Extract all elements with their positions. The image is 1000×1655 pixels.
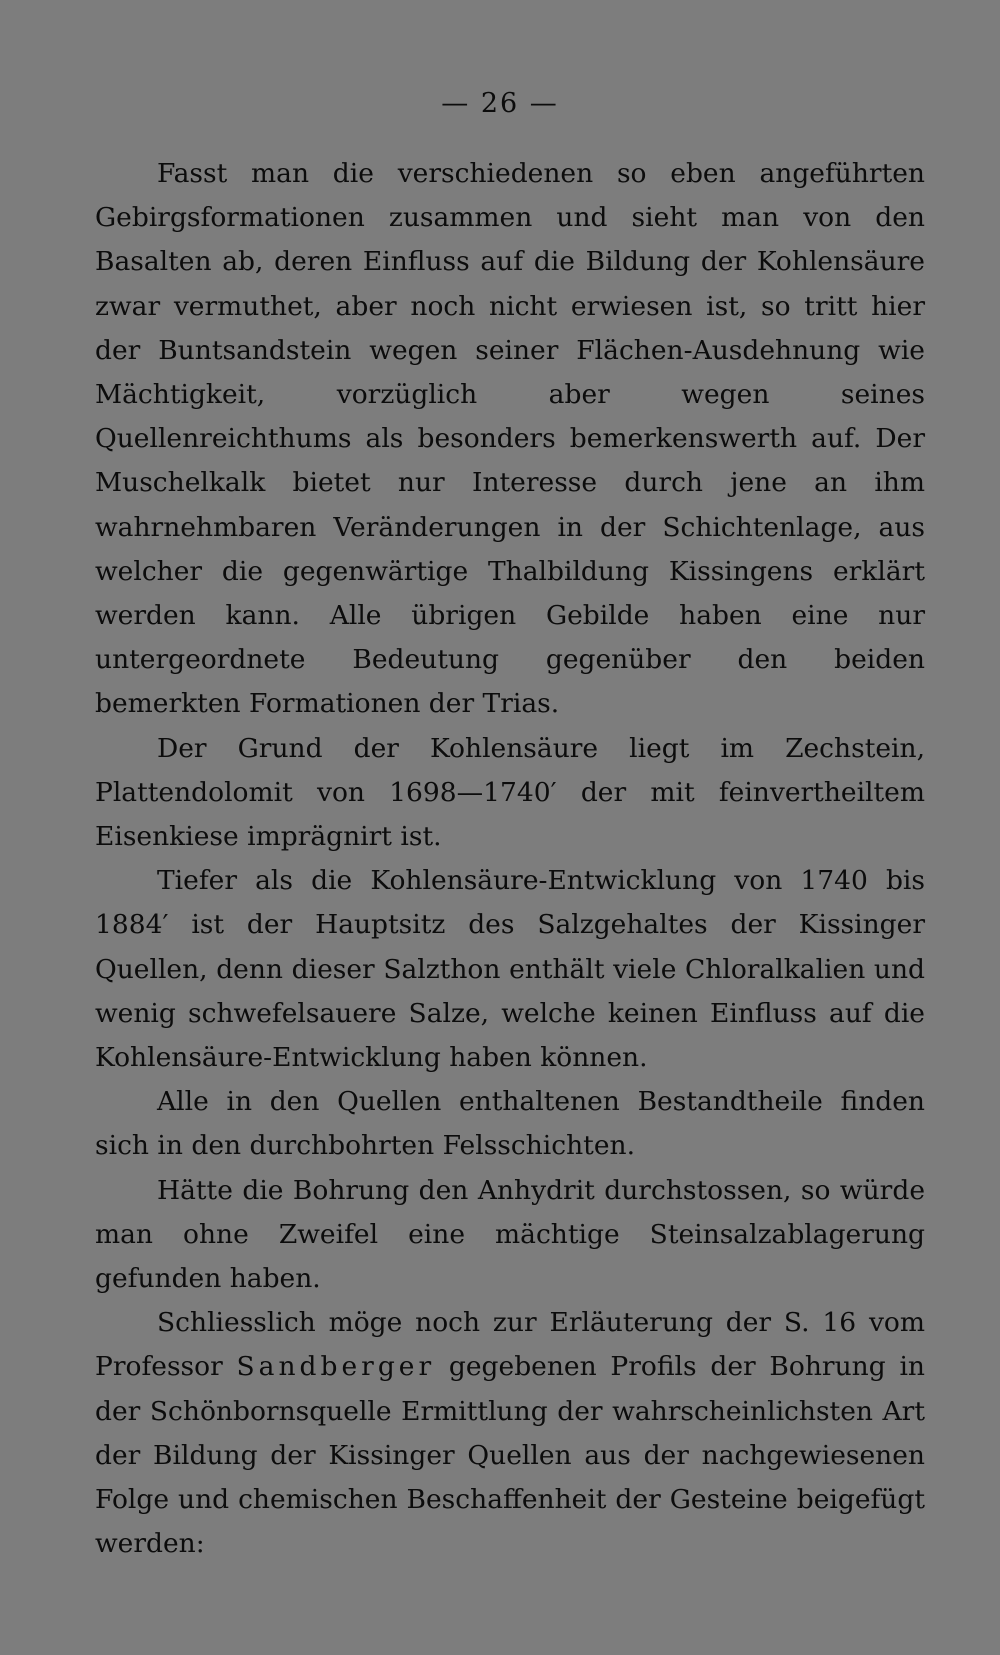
paragraph-6-start: Schliesslich möge noch zur Erläuterung der S. 16 vom Professor [95, 1307, 925, 1383]
paragraph-1: Fasst man die verschiedenen so eben angeführten Gebirgsformationen zusammen und sieht man von den Basalten ab, deren Einfluss auf die Bildung der Kohlensäure zwar vermuthet, aber noch nicht erwiesen ist, so tritt hier der Buntsandstein wegen seiner Flächen-Ausdehnung wie Mächtigkeit, vorzüglich aber wegen seines Quellenreichthums als besonders bemerkenswerth auf. Der Muschelkalk bietet nur Interesse durch jene an ihm wahrnehmbaren Veränderungen in der Schichtenlage, aus welcher die gegenwärtige Thalbildung Kissingens erklärt werden kann. Alle übrigen Gebilde haben eine nur untergeordnete Bedeutung gegenüber den beiden bemerkten Formationen der Trias. [95, 158, 925, 720]
page-number: — 26 — [441, 88, 559, 119]
paragraph-6-end: gegebenen Profils der Bohrung in der Schönbornsquelle Ermittlung der wahrscheinlichsten Art der Bildung der Kissinger Quellen aus der nachgewiesenen Folge und chemischen Beschaffenheit der Gesteine beigefügt werden: [95, 1351, 925, 1560]
paragraph-2: Der Grund der Kohlensäure liegt im Zechstein, Plattendolomit von 1698—1740′ der mit feinvertheiltem Eisenkiese imprägnirt ist. [95, 732, 925, 853]
paragraph-4: Alle in den Quellen enthaltenen Bestandtheile finden sich in den durchbohrten Felsschichten. [95, 1086, 925, 1162]
paragraph-6 [95, 1301, 925, 1566]
author-name: Sandberger [236, 1351, 436, 1383]
body-text [95, 152, 925, 1567]
paragraph-3: Tiefer als die Kohlensäure-Entwicklung von 1740 bis 1884′ ist der Hauptsitz des Salzgehaltes der Kissinger Quellen, denn dieser Salzthon enthält viele Chloralkalien und wenig schwefelsauere Salze, welche keinen Einfluss auf die Kohlensäure-Entwicklung haben können. [95, 865, 925, 1074]
paragraph-5: Hätte die Bohrung den Anhydrit durchstossen, so würde man ohne Zweifel eine mächtige Steinsalzablagerung gefunden haben. [95, 1174, 925, 1295]
